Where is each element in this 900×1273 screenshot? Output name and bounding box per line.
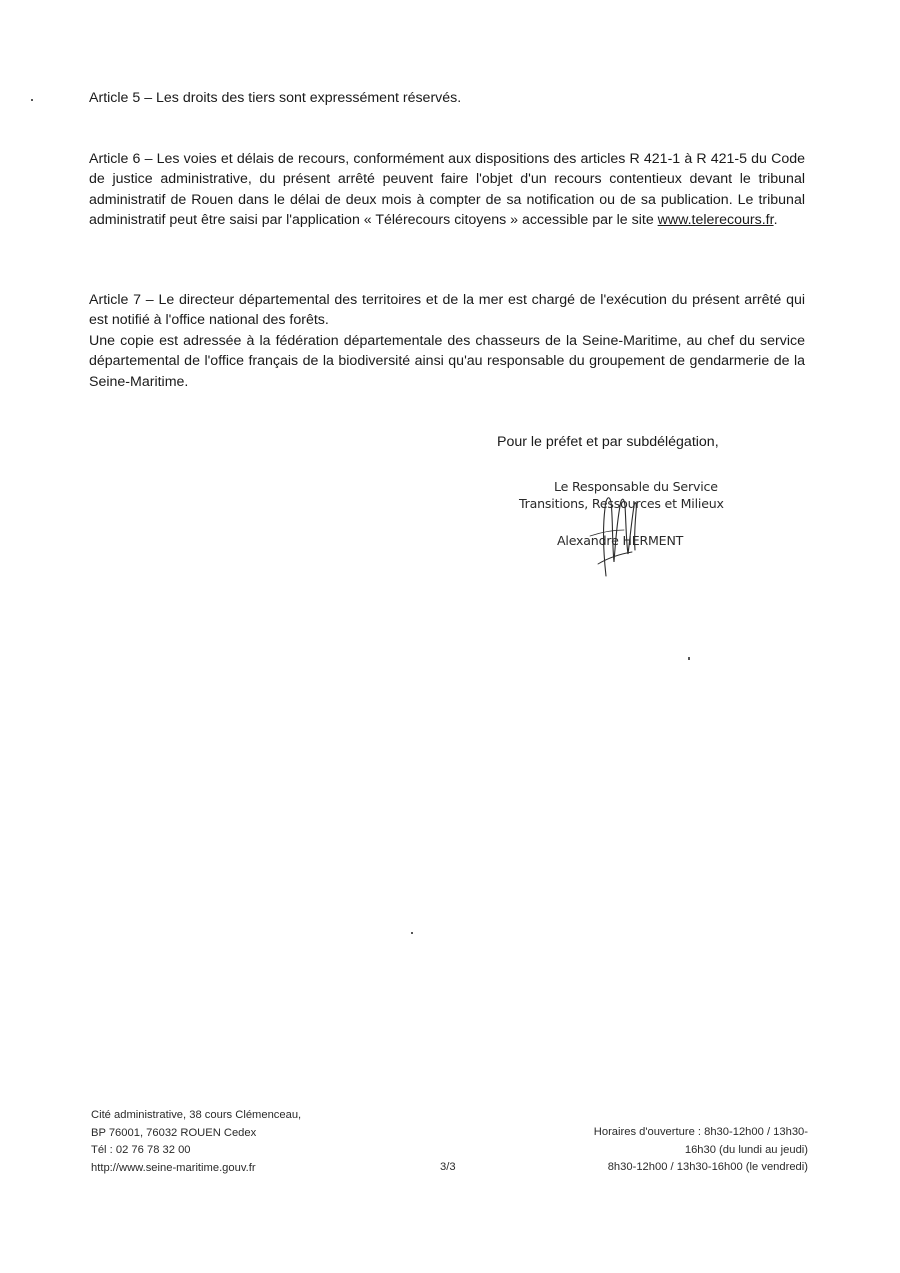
footer-address-block — [91, 1107, 301, 1177]
footer-hours-line-3: 8h30-12h00 / 13h30-16h00 (le vendredi) — [607, 1161, 808, 1173]
handwritten-signature — [584, 488, 654, 578]
footer-address-line-2: BP 76001, 76032 ROUEN Cedex — [91, 1126, 257, 1139]
article-6-text — [89, 149, 805, 231]
telerecours-link[interactable]: www.telerecours.fr — [657, 212, 774, 229]
article-6-body: Article 6 – Les voies et délais de recours, conformément aux dispositions des articles R 421-1 à R 421-5 du Code de justice administrative, du présent arrêté peuvent faire l'objet d'un recours contentieux devant le tribunal administratif de Rouen dans le délai de deux mois à compter de sa notification ou de sa publication. Le tribunal administratif peut être saisi par l'application « Télérecours citoyens » accessible par le site — [89, 151, 805, 229]
article-7-paragraph-2: Une copie est adressée à la fédération départementale des chasseurs de la Seine-Maritime, au chef du service départemental de l'office français de la biodiversité ainsi qu'au responsable du groupement de gendarmerie de la Seine-Maritime. — [89, 332, 805, 390]
article-7-paragraph-1: Article 7 – Le directeur départemental des territoires et de la mer est chargé de l'exécution du présent arrêté qui est notifié à l'office national des forêts. — [89, 292, 805, 329]
article-6-end: . — [773, 212, 778, 229]
signature-intro: Pour le préfet et par subdélégation, — [497, 434, 719, 450]
article-7 — [89, 290, 805, 392]
scan-artifact-mark — [688, 657, 690, 660]
footer-hours-line-2: 16h30 (du lundi au jeudi) — [684, 1143, 808, 1156]
signatory-title-line-2: Transitions, Ressources et Milieux — [519, 496, 724, 511]
footer-page-number: 3/3 — [440, 1161, 456, 1173]
article-5-text: Article 5 – Les droits des tiers sont expressément réservés. — [89, 90, 462, 106]
article-5 — [89, 88, 805, 108]
scan-artifact-mark — [411, 932, 413, 934]
scan-artifact-mark — [31, 99, 33, 101]
signatory-title-line-1: Le Responsable du Service — [554, 479, 718, 494]
footer-phone: Tél : 02 76 78 32 00 — [91, 1144, 191, 1156]
footer-address-line-1: Cité administrative, 38 cours Clémenceau, — [91, 1109, 302, 1121]
footer-website-link[interactable]: http://www.seine-maritime.gouv.fr — [91, 1161, 256, 1174]
footer-hours-line-1: Horaires d'ouverture : 8h30-12h00 / 13h30- — [593, 1126, 808, 1138]
article-6 — [89, 149, 805, 231]
signatory-name: Alexandre HERMENT — [557, 533, 684, 548]
footer-opening-hours — [594, 1124, 808, 1177]
